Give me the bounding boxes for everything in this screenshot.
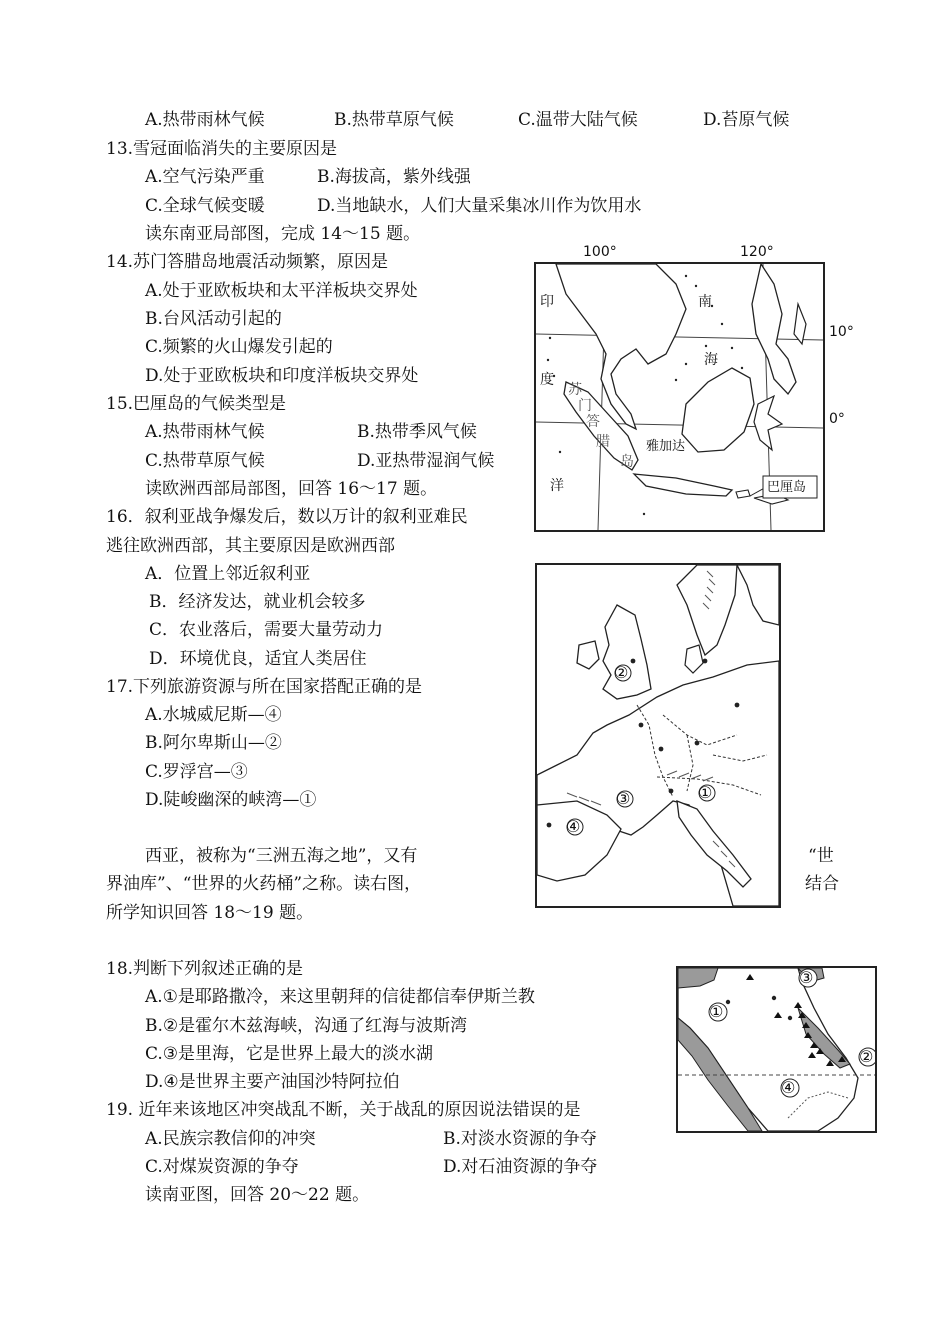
label-yin: 印	[540, 294, 554, 310]
west-asia-marker-4: ④	[781, 1078, 796, 1097]
sea-map-lon-100: 100°	[583, 244, 617, 260]
q13-option-b: B.海拔高，紫外线强	[317, 167, 471, 187]
java-landmass	[634, 474, 732, 496]
q16-stem-line1: 16．叙利亚战争爆发后，数以万计的叙利亚难民	[106, 507, 468, 527]
q19-stem: 19. 近年来该地区冲突战乱不断，关于战乱的原因说法错误的是	[106, 1100, 581, 1120]
finland-landmass	[737, 565, 779, 625]
sea-map-lat-10: 10°	[829, 324, 854, 340]
europe-marker-3: ③	[616, 789, 631, 808]
q14-option-b: B.台风活动引起的	[145, 309, 282, 329]
q14-option-a: A.处于亚欧板块和太平洋板块交界处	[145, 281, 418, 301]
scandinavia-landmass	[677, 565, 737, 655]
q12-option-c: C.温带大陆气候	[518, 110, 638, 130]
label-dao: 岛	[620, 454, 634, 470]
q15-option-c: C.热带草原气候	[145, 451, 265, 471]
q15-option-b: B.热带季风气候	[357, 422, 477, 442]
label-su: 苏	[568, 382, 582, 398]
label-nan: 南	[698, 294, 712, 310]
q17-option-b: B.阿尔卑斯山—②	[145, 733, 282, 753]
western-europe-map-drawing	[537, 565, 779, 906]
q15-stem: 15.巴厘岛的气候类型是	[106, 394, 287, 414]
sea-map-lat-0: 0°	[829, 411, 845, 427]
q16-option-d: D．环境优良，适宜人类居住	[149, 649, 367, 669]
q13-option-c: C.全球气候变暖	[145, 196, 265, 216]
q17-option-a: A.水城威尼斯—④	[145, 705, 282, 725]
q14-option-d: D.处于亚欧板块和印度洋板块交界处	[145, 366, 419, 386]
read-instruction-europe: 读欧洲西部局部图，回答 16～17 题。	[145, 479, 438, 499]
europe-marker-4: ④	[566, 817, 581, 836]
q18-option-b: B.②是霍尔木兹海峡，沟通了红海与波斯湾	[145, 1016, 468, 1036]
europe-marker-1: ①	[698, 783, 713, 802]
europe-marker-2: ②	[614, 663, 629, 682]
q18-option-d: D.④是世界主要产油国沙特阿拉伯	[145, 1072, 400, 1092]
q19-option-a: A.民族宗教信仰的冲突	[145, 1129, 316, 1149]
sulawesi-landmass	[754, 396, 782, 450]
read-instruction-south-asia: 读南亚图，回答 20～22 题。	[145, 1185, 370, 1205]
southeast-asia-map	[534, 262, 825, 532]
q18-option-c: C.③是里海，它是世界上最大的淡水湖	[145, 1044, 434, 1064]
q15-option-a: A.热带雨林气候	[145, 422, 265, 442]
label-bali: 巴厘岛	[767, 480, 807, 495]
q13-option-d: D.当地缺水，人们大量采集冰川作为饮用水	[317, 196, 642, 216]
q16-option-b: B．经济发达，就业机会较多	[149, 592, 366, 612]
philippines-landmass	[752, 264, 796, 394]
label-da: 答	[586, 414, 600, 430]
q16-option-c: C．农业落后，需要大量劳动力	[149, 620, 384, 640]
island-shape	[794, 304, 806, 344]
label-jakarta: 雅加达	[646, 439, 686, 454]
q14-option-c: C.频繁的火山爆发引起的	[145, 337, 333, 357]
britain-landmass	[603, 605, 651, 699]
west-asia-intro-line3: 所学知识回答 18～19 题。	[106, 903, 314, 923]
label-la: 腊	[596, 434, 610, 450]
west-asia-map-drawing	[678, 968, 875, 1131]
label-du: 度	[540, 372, 554, 388]
west-asia-marker-2: ②	[859, 1047, 874, 1066]
label-yang: 洋	[550, 478, 564, 494]
west-asia-intro-line2: 界油库”、“世界的火药桶”之称。读右图，	[106, 874, 422, 894]
q17-option-d: D.陡峻幽深的峡湾—①	[145, 790, 317, 810]
q12-option-b: B.热带草原气候	[334, 110, 454, 130]
q15-option-d: D.亚热带湿润气候	[357, 451, 495, 471]
q14-stem: 14.苏门答腊岛地震活动频繁，原因是	[106, 252, 389, 272]
q17-option-c: C.罗浮宫—③	[145, 762, 248, 782]
q18-option-a: A.①是耶路撒冷，来这里朝拜的信徒都信奉伊斯兰教	[145, 987, 535, 1007]
west-asia-intro-line2-end: 结合	[805, 874, 839, 894]
borneo-landmass	[682, 368, 754, 452]
west-asia-marker-1: ①	[709, 1002, 724, 1021]
q12-option-a: A.热带雨林气候	[145, 110, 265, 130]
q16-stem-line2: 逃往欧洲西部，其主要原因是欧洲西部	[106, 536, 395, 556]
q19-option-d: D.对石油资源的争夺	[443, 1157, 598, 1177]
q17-stem: 17.下列旅游资源与所在国家搭配正确的是	[106, 677, 423, 697]
q13-stem: 13.雪冠面临消失的主要原因是	[106, 139, 338, 159]
q12-option-d: D.苔原气候	[703, 110, 790, 130]
west-asia-map	[676, 966, 877, 1133]
west-asia-intro-line1: 西亚，被称为“三洲五海之地”，又有	[145, 846, 418, 866]
q19-option-b: B.对淡水资源的争夺	[443, 1129, 597, 1149]
q13-option-a: A.空气污染严重	[145, 167, 265, 187]
west-asia-intro-line1-end: “世	[808, 846, 834, 866]
sea-map-lon-120: 120°	[740, 244, 774, 260]
west-asia-marker-3: ③	[799, 968, 814, 987]
q19-option-c: C.对煤炭资源的争夺	[145, 1157, 299, 1177]
western-europe-map	[535, 563, 781, 908]
label-hai: 海	[704, 352, 718, 368]
ireland-landmass	[577, 641, 599, 669]
latitude-line-10	[536, 334, 823, 340]
q18-stem: 18.判断下列叙述正确的是	[106, 959, 304, 979]
read-instruction-sea: 读东南亚局部图，完成 14～15 题。	[145, 224, 421, 244]
label-men: 门	[578, 398, 592, 414]
q16-option-a: A．位置上邻近叙利亚	[145, 564, 311, 584]
denmark-landmass	[685, 645, 703, 673]
